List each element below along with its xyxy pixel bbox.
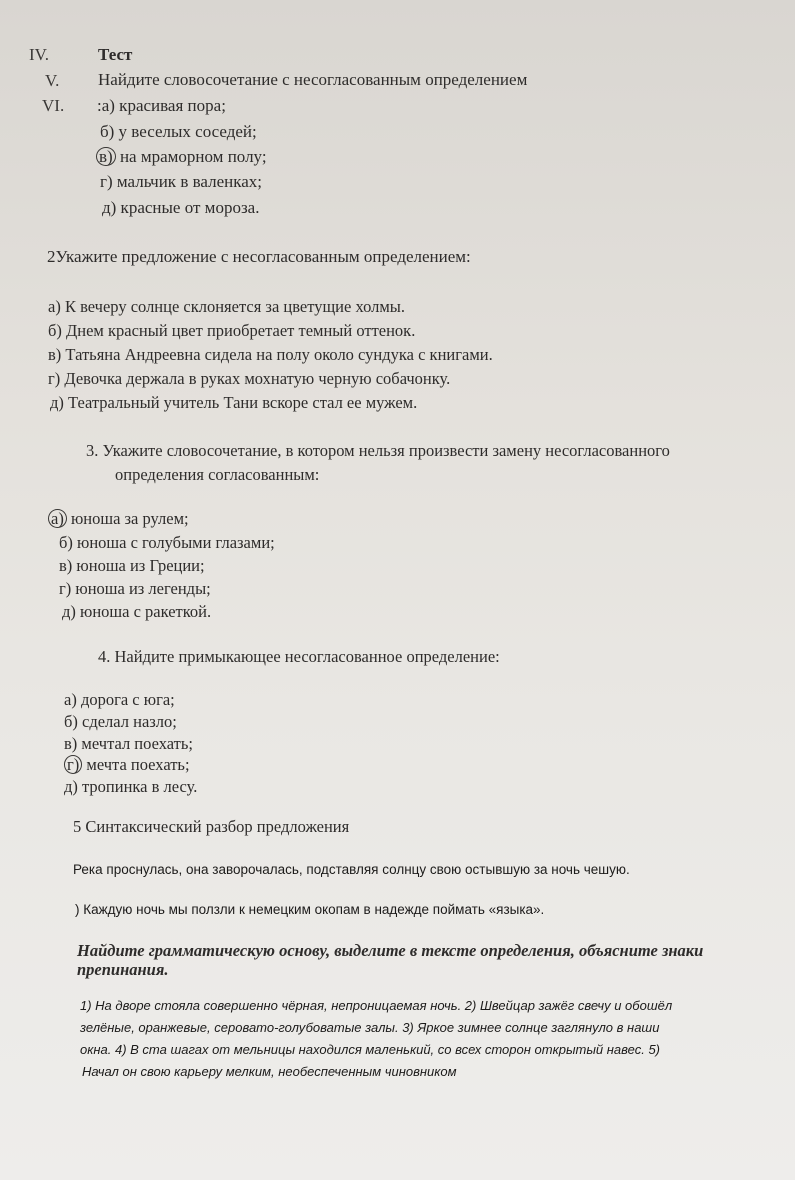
- task-text-line2: зелёные, оранжевые, серовато-голубоватые залы. 3) Яркое зимнее солнце заглянуло в наши: [80, 1020, 660, 1035]
- q4-prompt: 4. Найдите примыкающее несогласованное определение:: [98, 647, 500, 666]
- q1-option-d: г) мальчик в валенках;: [100, 172, 262, 191]
- q3-option-d: г) юноша из легенды;: [59, 579, 211, 598]
- q3-option-b: б) юноша с голубыми глазами;: [59, 533, 275, 552]
- q5-sentence-2: ) Каждую ночь мы ползли к немецким окопам в надежде поймать «языка».: [75, 902, 545, 917]
- task-instruction-line2: препинания.: [77, 960, 169, 979]
- q1-option-a: :а) красивая пора;: [97, 96, 226, 115]
- q3-prompt-line2: определения согласованным:: [115, 465, 320, 484]
- q3-prompt-line1: 3. Укажите словосочетание, в котором нельзя произвести замену несогласованного: [86, 441, 670, 460]
- roman-numeral-6: VI.: [42, 96, 65, 115]
- q4-option-a: а) дорога с юга;: [64, 690, 175, 709]
- test-label: Тест: [98, 45, 133, 64]
- q2-option-a: а) К вечеру солнце склоняется за цветущие холмы.: [48, 297, 406, 316]
- roman-numeral-4: IV.: [29, 45, 49, 64]
- q4-option-d-text: мечта поехать;: [82, 755, 190, 774]
- q4-option-d: [68, 755, 190, 775]
- q1-prompt: Найдите словосочетание с несогласованным определением: [98, 70, 528, 89]
- q2-option-c: в) Татьяна Андреевна сидела на полу около сундука с книгами.: [48, 345, 493, 364]
- answer-circle: а): [48, 509, 67, 528]
- q2-option-e: д) Театральный учитель Тани вскоре стал ее мужем.: [50, 393, 418, 412]
- q2-option-b: б) Днем красный цвет приобретает темный оттенок.: [48, 321, 416, 340]
- q1-option-c-text: на мраморном полу;: [115, 147, 267, 166]
- roman-numeral-5: V.: [45, 71, 60, 90]
- q5-sentence-1: Река проснулась, она заворочалась, подставляя солнцу свою остывшую за ночь чешую.: [73, 862, 630, 877]
- q2-option-d: г) Девочка держала в руках мохнатую черную собачонку.: [48, 369, 451, 388]
- task-text-line3: окна. 4) В ста шагах от мельницы находился маленький, со всех сторон открытый навес. 5): [80, 1042, 660, 1057]
- q1-option-b: б) у веселых соседей;: [100, 122, 257, 141]
- task-text-line1: 1) На дворе стояла совершенно чёрная, непроницаемая ночь. 2) Швейцар зажёг свечу и обошёл: [80, 998, 673, 1013]
- q2-prompt: 2Укажите предложение с несогласованным определением:: [47, 247, 471, 266]
- task-text-line4: Начал он свою карьеру мелким, необеспеченным чиновником: [82, 1064, 457, 1079]
- q4-option-b: б) сделал назло;: [64, 712, 177, 731]
- q3-option-c: в) юноша из Греции;: [59, 556, 205, 575]
- task-instruction-line1: Найдите грамматическую основу, выделите в тексте определения, объясните знаки: [77, 941, 704, 960]
- answer-circle: г): [64, 755, 82, 774]
- q1-option-e: д) красные от мороза.: [102, 198, 260, 217]
- q5-heading: 5 Синтаксический разбор предложения: [73, 817, 350, 836]
- q4-option-e: д) тропинка в лесу.: [64, 777, 198, 796]
- answer-circle: в): [96, 147, 116, 166]
- q1-option-c: [100, 147, 267, 167]
- q3-option-a: [52, 509, 189, 529]
- q3-option-e: д) юноша с ракеткой.: [62, 602, 212, 621]
- q4-option-c: в) мечтал поехать;: [64, 734, 193, 753]
- q3-option-a-text: юноша за рулем;: [66, 509, 189, 528]
